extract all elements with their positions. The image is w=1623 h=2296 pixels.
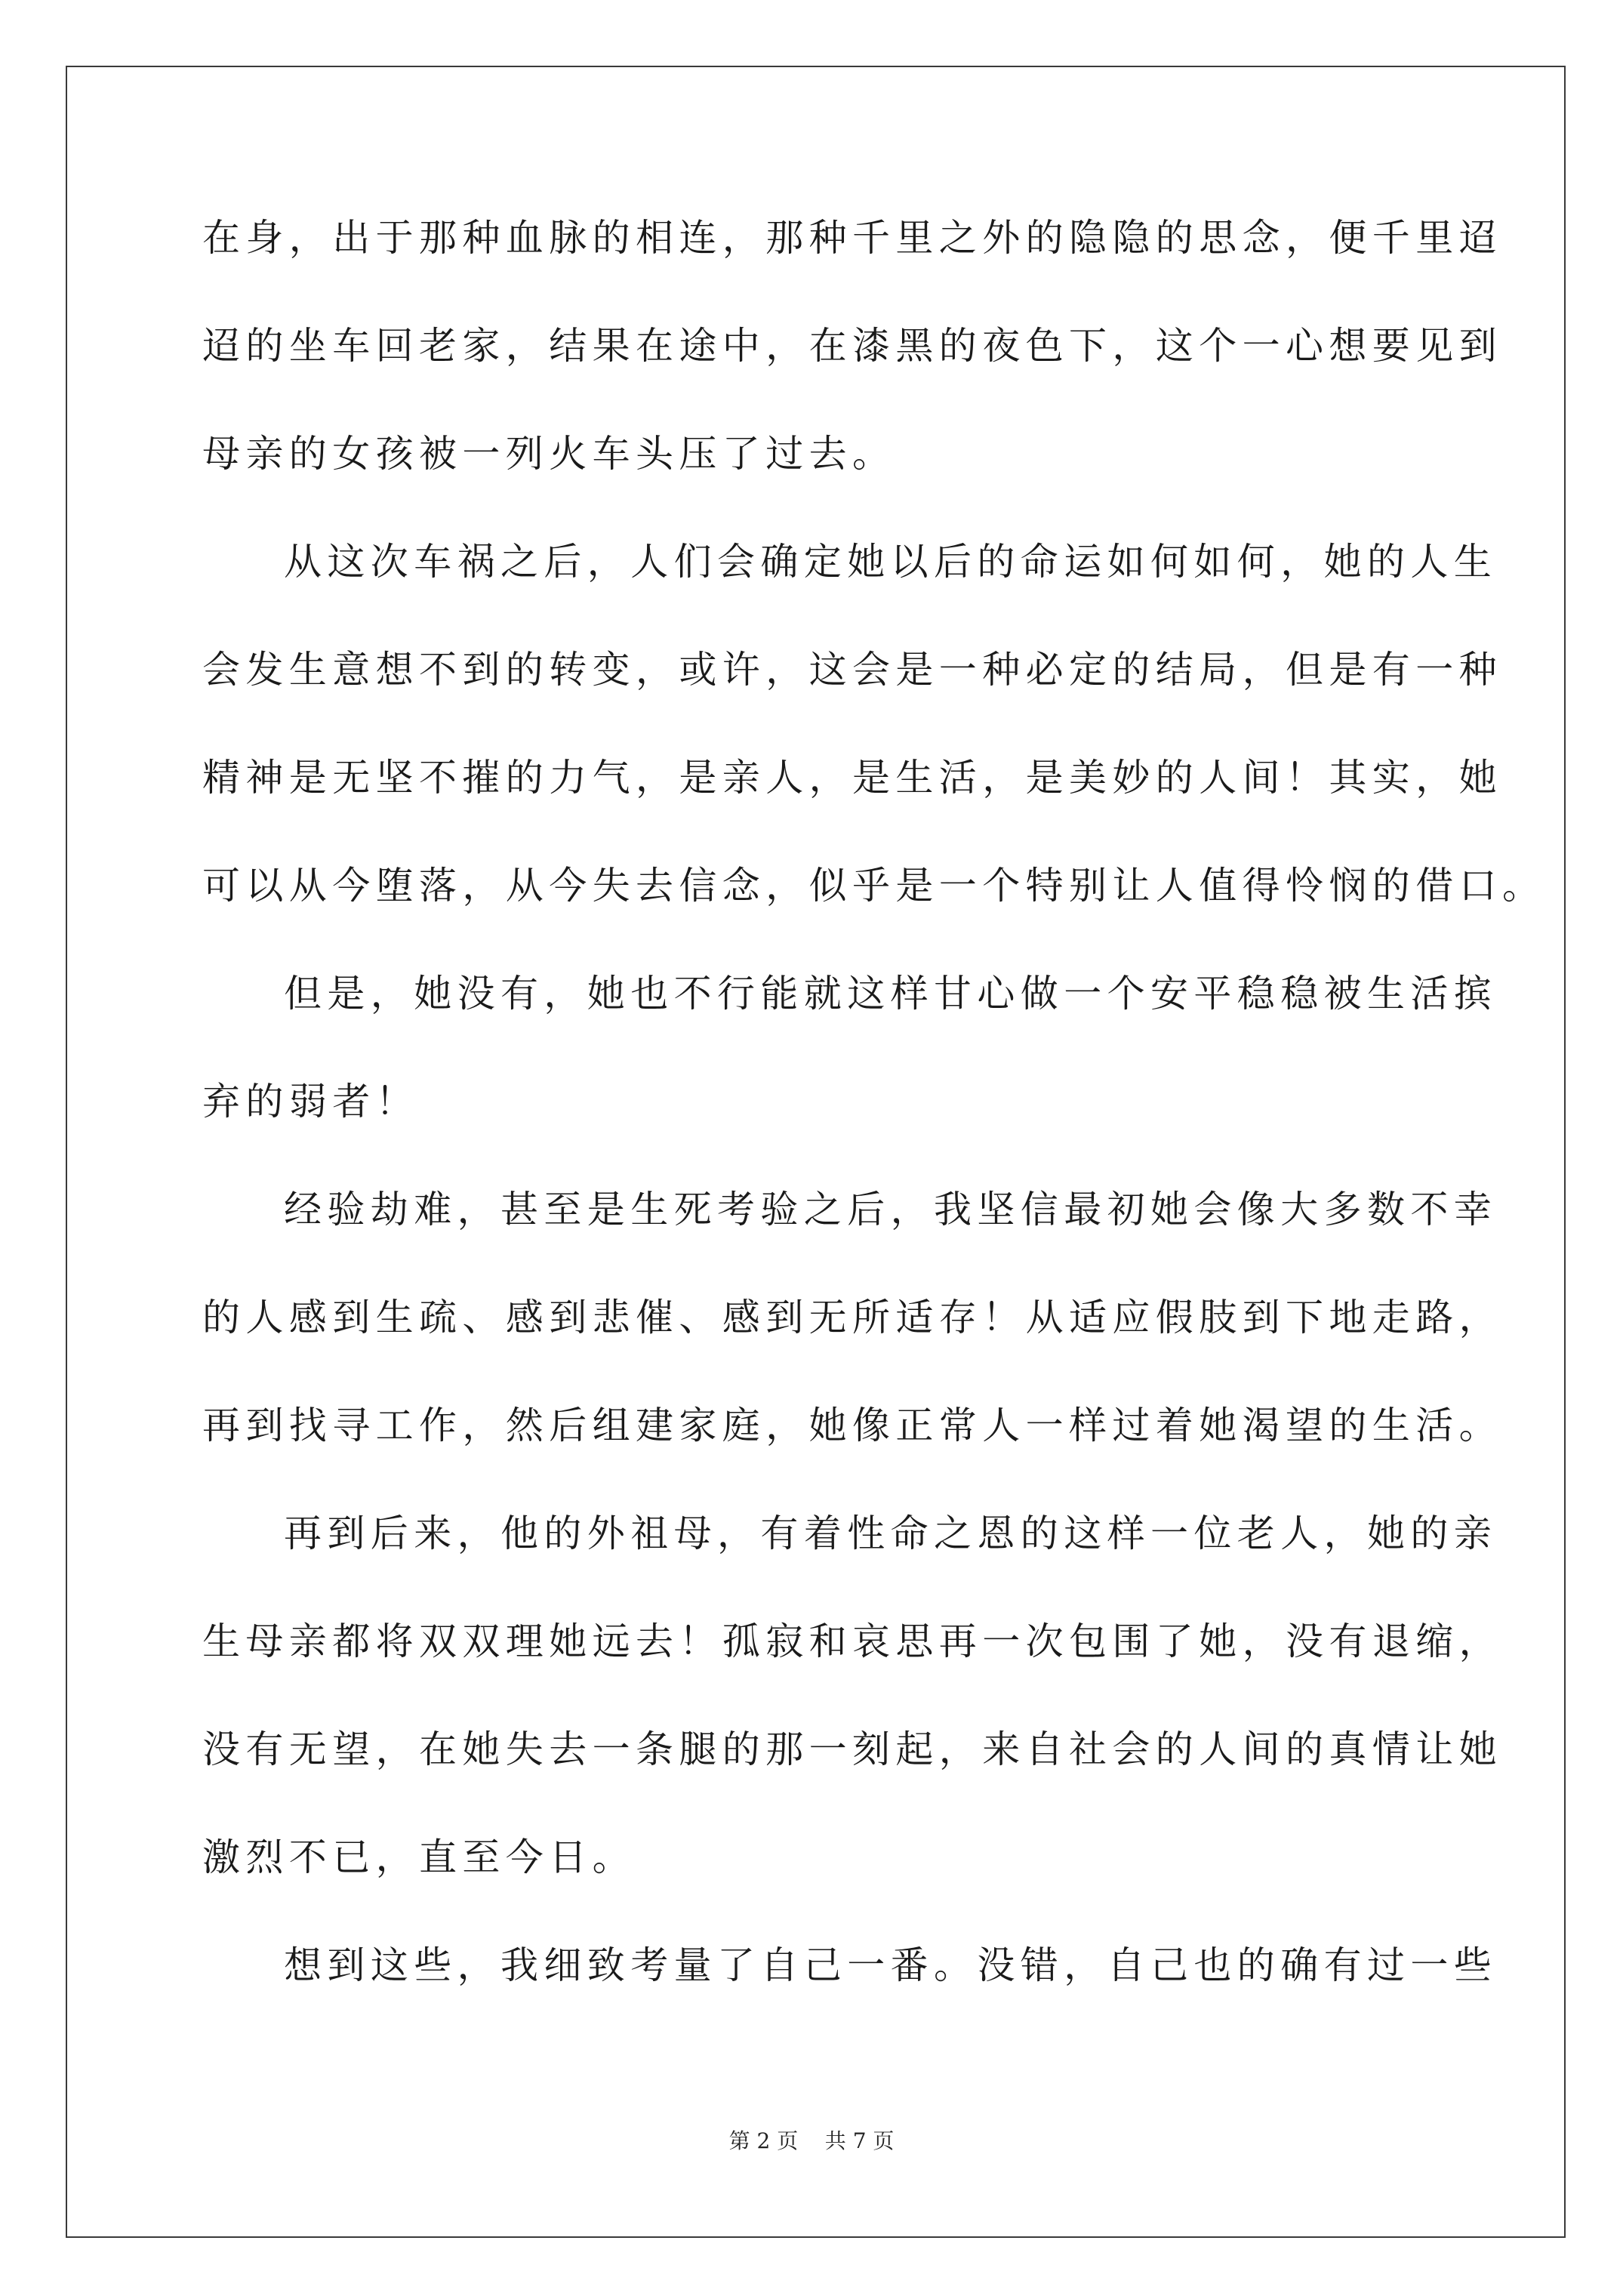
document-body <box>202 216 1546 2054</box>
text-line: 的人感到生疏、感到悲催、感到无所适存！从适应假肢到下地走路， <box>202 1296 1502 1339</box>
page-number-footer: 第 2 页 共 7 页 <box>728 2128 895 2153</box>
text-line: 精神是无坚不摧的力气，是亲人，是生活，是美妙的人间！其实，她 <box>202 756 1502 800</box>
text-line: 生母亲都将双双理她远去！孤寂和哀思再一次包围了她，没有退缩， <box>202 1620 1502 1663</box>
text-line: 迢的坐车回老家，结果在途中，在漆黑的夜色下，这个一心想要见到 <box>202 324 1502 368</box>
text-line: 在身，出于那种血脉的相连，那种千里之外的隐隐的思念，便千里迢 <box>202 216 1502 260</box>
text-line: 没有无望，在她失去一条腿的那一刻起，来自社会的人间的真情让她 <box>202 1727 1502 1771</box>
text-line: 母亲的女孩被一列火车头压了过去。 <box>202 432 896 476</box>
paragraph-start-line: 再到后来，他的外祖母，有着性命之恩的这样一位老人，她的亲 <box>284 1512 1498 1555</box>
paragraph-start-line: 从这次车祸之后，人们会确定她以后的命运如何如何，她的人生 <box>284 540 1498 584</box>
paragraph-start-line: 经验劫难，甚至是生死考验之后，我坚信最初她会像大多数不幸 <box>284 1188 1498 1231</box>
text-line: 激烈不已，直至今日。 <box>202 1835 636 1879</box>
text-line: 会发生意想不到的转变，或许，这会是一种必定的结局，但是有一种 <box>202 648 1502 692</box>
text-line: 可以从今堕落，从今失去信念，似乎是一个特别让人值得怜悯的借口。 <box>202 864 1546 908</box>
paragraph-start-line: 但是，她没有，她也不行能就这样甘心做一个安平稳稳被生活摈 <box>284 972 1498 1015</box>
text-line: 再到找寻工作，然后组建家庭，她像正常人一样过着她渴望的生活。 <box>202 1404 1502 1447</box>
text-line: 弃的弱者！ <box>202 1080 419 1123</box>
paragraph-start-line: 想到这些，我细致考量了自己一番。没错，自己也的确有过一些 <box>284 1943 1498 1987</box>
